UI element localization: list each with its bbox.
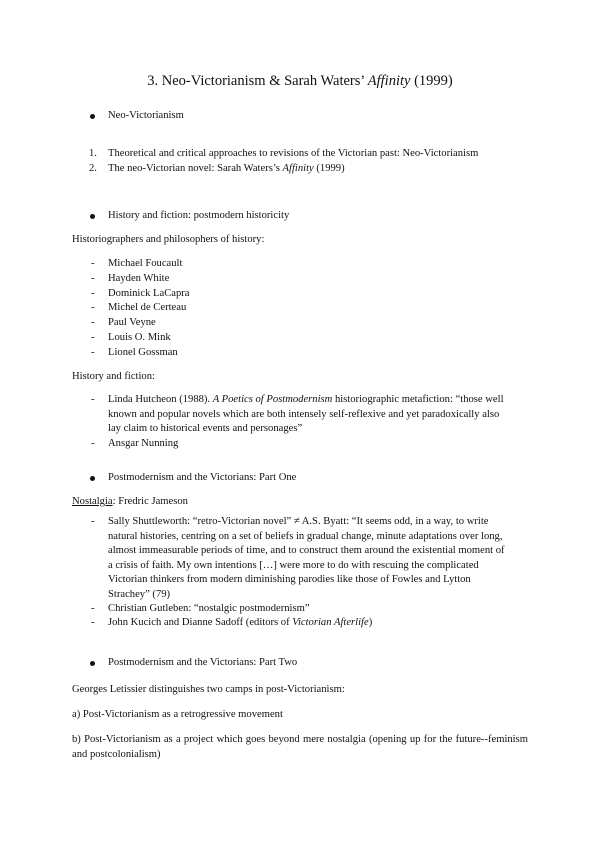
- page-title: [0, 72, 600, 90]
- historian-item: Michael Foucault: [108, 258, 183, 269]
- section-bullet: History and fiction: postmodern historicity: [108, 210, 290, 221]
- text: a crisis of faith. My own intentions […] were more to do with rescuing the complicated: [108, 559, 479, 571]
- historian-item: Paul Veyne: [108, 317, 156, 329]
- text: : Fredric Jameson: [112, 496, 188, 507]
- dash: -: [91, 302, 95, 314]
- dash: -: [91, 617, 95, 628]
- list-item: [108, 162, 345, 177]
- dash: -: [91, 603, 95, 614]
- subheading: [72, 495, 188, 510]
- historian-item: Michel de Certeau: [108, 302, 187, 314]
- list-number: 2.: [89, 163, 97, 174]
- italic-title: Affinity: [282, 163, 314, 174]
- list-item: Theoretical and critical approaches to revisions of the Victorian past: Neo-Victorianism: [108, 148, 479, 159]
- dash: -: [91, 346, 95, 358]
- dash: -: [91, 394, 95, 405]
- dash: -: [91, 258, 95, 269]
- text: natural histories, centring on a set of beliefs in gradual change, minute adaptations over long,: [108, 530, 503, 542]
- bullet-icon: [90, 114, 95, 119]
- title-year: (1999): [410, 73, 453, 89]
- list-item: Ansgar Nunning: [108, 438, 179, 449]
- text: John Kucich and Dianne Sadoff (editors of: [108, 617, 293, 628]
- list-item-shuttleworth: [108, 515, 505, 603]
- text: Linda Hutcheon (1988).: [108, 394, 213, 405]
- nostalgia-label: Nostalgia: [72, 496, 113, 507]
- title-text: 3. Neo-Victorianism & Sarah Waters’: [147, 73, 368, 89]
- dash: -: [91, 438, 95, 449]
- section-bullet: Postmodernism and the Victorians: Part One: [108, 472, 297, 483]
- title-italic: Affinity: [367, 73, 411, 89]
- text: Strachey” (79): [108, 588, 171, 600]
- bullet-icon: [90, 214, 95, 219]
- bullet-icon: [90, 661, 95, 666]
- list-item-hutcheon: [108, 393, 504, 437]
- text: ): [368, 617, 373, 628]
- list-item: Christian Gutleben: “nostalgic postmodernism”: [108, 603, 310, 614]
- subheading: Historiographers and philosophers of history:: [72, 234, 265, 245]
- text: known and popular novels which are both intensely self-reflexive and yet paradoxically also: [108, 408, 500, 420]
- italic-title: A Poetics of Postmodernism: [212, 394, 333, 405]
- dash: -: [91, 272, 95, 284]
- list-item: [108, 616, 372, 631]
- text: The neo-Victorian novel: Sarah Waters’s: [108, 163, 283, 174]
- text: historiographic metafiction: “those well: [332, 394, 504, 405]
- text: almost immeasurable periods of time, and to construct them around the existential moment of: [108, 545, 505, 557]
- text: (1999): [313, 163, 345, 174]
- historian-item: Louis O. Mink: [108, 332, 171, 343]
- paragraph: b) Post-Victorianism as a project which goes beyond mere nostalgia (opening up for the future--feminism and postcolonialism): [72, 734, 528, 760]
- dash: -: [91, 317, 95, 329]
- text: Victorian thinkers from modern diminishing parodies like those of Fowles and Lytton: [108, 574, 471, 586]
- paragraph: a) Post-Victorianism as a retrogressive movement: [72, 709, 283, 720]
- historian-item: Lionel Gossman: [108, 346, 178, 358]
- subheading: History and fiction:: [72, 371, 155, 382]
- dash: -: [91, 287, 95, 299]
- dash: -: [91, 332, 95, 343]
- historian-item: Hayden White: [108, 272, 170, 284]
- text: Sally Shuttleworth: “retro-Victorian novel” ≠ A.S. Byatt: “It seems odd, in a way, to write: [108, 516, 489, 527]
- italic-title: Victorian Afterlife: [292, 617, 369, 628]
- section-bullet: Neo-Victorianism: [108, 110, 184, 121]
- paragraph: Georges Letissier distinguishes two camps in post-Victorianism:: [72, 684, 345, 695]
- historian-item: Dominick LaCapra: [108, 287, 190, 299]
- bullet-icon: [90, 476, 95, 481]
- text: lay claim to historical events and personages”: [108, 423, 303, 435]
- dash: -: [91, 516, 95, 527]
- section-bullet: Postmodernism and the Victorians: Part Two: [108, 657, 298, 668]
- list-number: 1.: [89, 148, 97, 159]
